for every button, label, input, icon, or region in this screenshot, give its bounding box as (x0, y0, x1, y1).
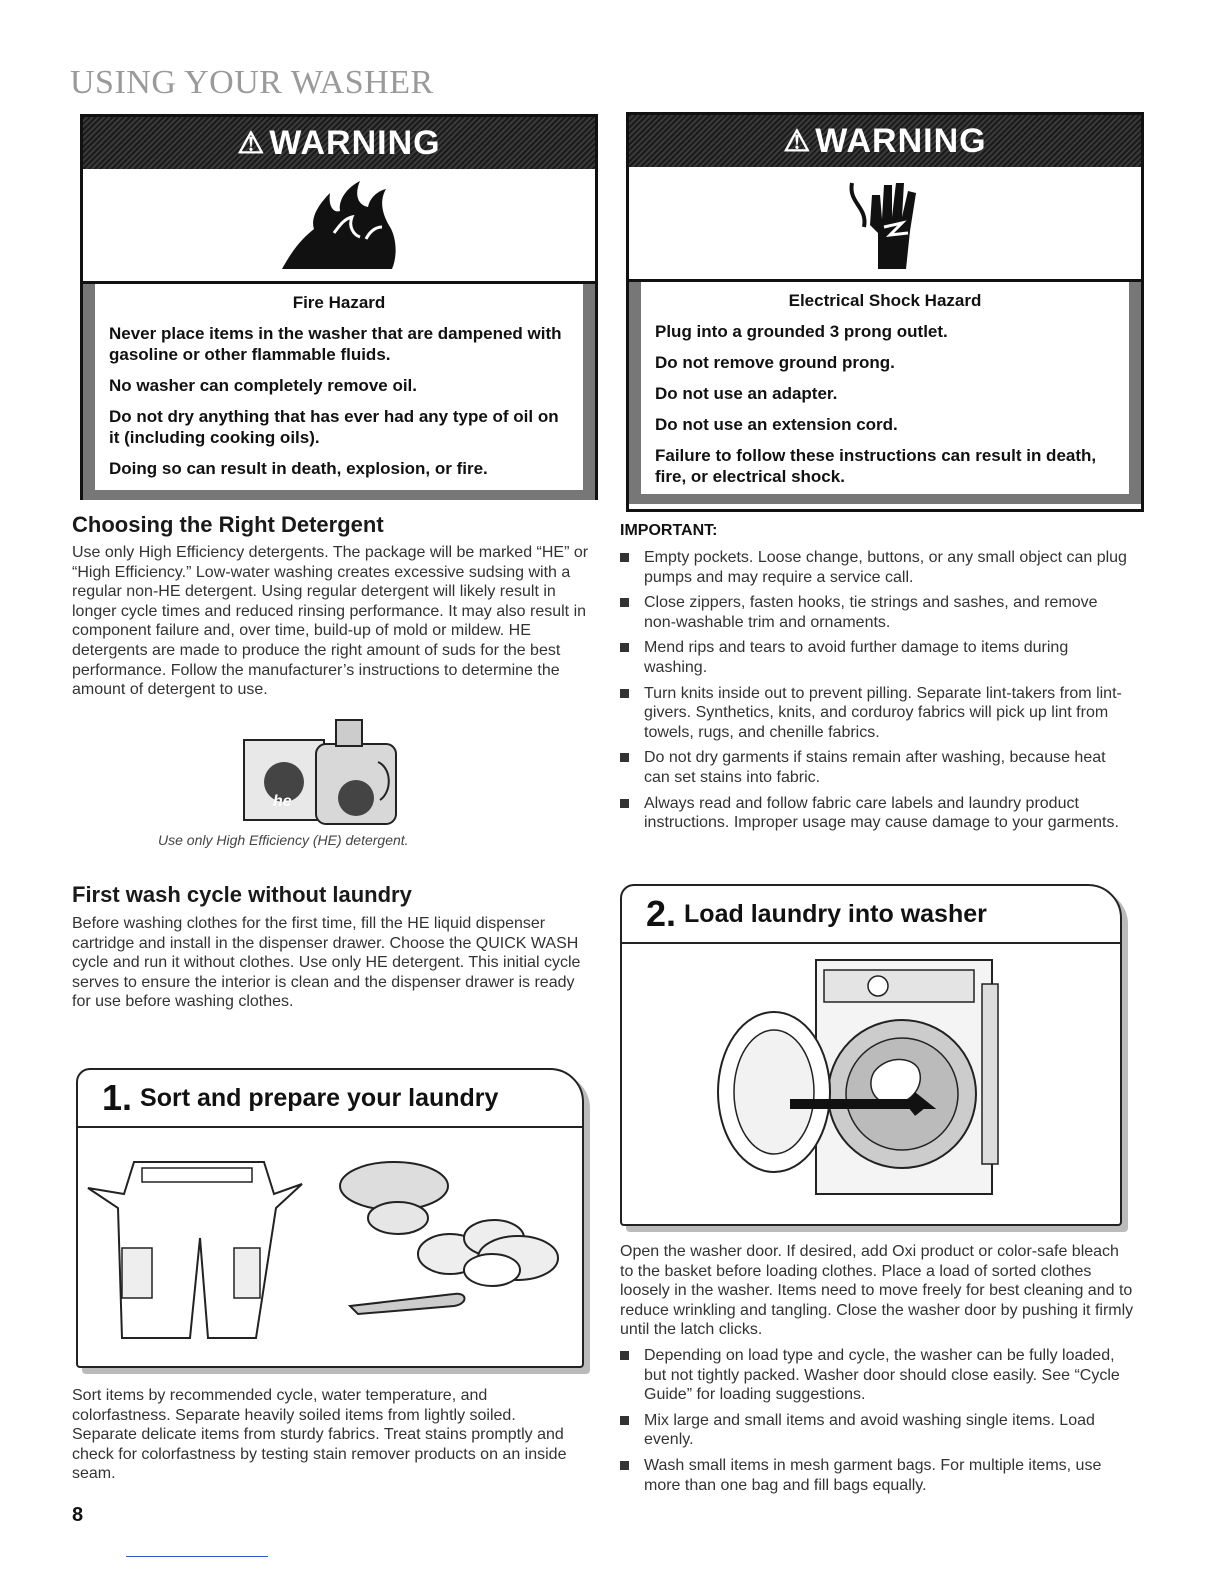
detergent-heading: Choosing the Right Detergent (72, 512, 384, 537)
important-list (618, 548, 1128, 839)
washer-illustration (622, 944, 1120, 1222)
warning-line: Doing so can result in death, explosion, or fire. (109, 459, 488, 478)
footer-divider (126, 1556, 268, 1557)
warning-triangle-icon: ⚠ (237, 126, 266, 160)
he-logo-text: he (273, 793, 292, 810)
page-title: USING YOUR WASHER (70, 64, 434, 101)
list-item: Mix large and small items and avoid washing single items. Load evenly. (618, 1411, 1128, 1450)
step-2-box (620, 884, 1122, 1226)
warning-line: Do not remove ground prong. (655, 353, 895, 372)
fire-warning-text (83, 284, 595, 500)
list-item: Do not dry garments if stains remain after washing, because heat can set stains into fabric. (618, 748, 1128, 787)
he-detergent-illustration (240, 716, 410, 826)
list-item: Turn knits inside out to prevent pilling. Separate lint-takers from lint-givers. Synthetics, knits, and corduroy fabrics will pick up lint from towels, rugs, and chenille fabrics. (618, 684, 1128, 743)
fire-warning-box (80, 114, 598, 500)
warning-line: Do not dry anything that has ever had any type of oil on it (including cooking oils). (109, 407, 559, 447)
first-wash-heading: First wash cycle without laundry (72, 882, 412, 907)
step-2-list (618, 1346, 1128, 1501)
warning-line: No washer can completely remove oil. (109, 376, 418, 395)
list-item: Depending on load type and cycle, the washer can be fully loaded, but not tightly packed. Washer door should close easily. See “Cycle Guide” for loading suggestions. (618, 1346, 1128, 1405)
warning-line: Plug into a grounded 3 prong outlet. (655, 322, 948, 341)
warning-header (83, 117, 595, 169)
shock-warning-box (626, 112, 1144, 512)
step-2-header (622, 886, 1120, 944)
important-label: IMPORTANT: (620, 522, 718, 539)
detergent-body: Use only High Efficiency detergents. The package will be marked “HE” or “High Efficiency.” Low-water washing creates excessive sudsing with a regular non-HE detergent. Using regular detergent will likely result in longer cycle times and reduced rinsing performance. It may also result in component failure and, over time, build-up of mold or mildew. HE detergents are made to produce the right amount of suds for the best performance. Follow the manufacturer’s instructions to determine the amount of detergent to use. (72, 544, 589, 699)
first-wash-body: Before washing clothes for the first time, fill the HE liquid dispenser cartridge and install in the dispenser drawer. Choose the QUICK WASH cycle and run it without clothes. Use only HE detergent. This initial cycle serves to ensure the interior is clean and the dispenser drawer is ready for use before washing clothes. (72, 915, 581, 1011)
step-2-body: Open the washer door. If desired, add Oxi product or color-safe bleach to the basket before loading clothes. Place a load of sorted clothes loosely in the washer. Items need to move freely for best cleaning and to reduce wrinkling and tangling. Close the washer door by pushing it firmly until the latch clicks. (620, 1243, 1134, 1339)
step-1-body: Sort items by recommended cycle, water temperature, and colorfastness. Separate heavily soiled items from lightly soiled. Separate delicate items from sturdy fabrics. Treat stains promptly and check for colorfastness by testing stain remover products on an inside seam. (72, 1387, 567, 1483)
list-item: Empty pockets. Loose change, buttons, or any small object can plug pumps and may require a service call. (618, 548, 1128, 587)
list-item: Always read and follow fabric care labels and laundry product instructions. Improper usage may cause damage to your garments. (618, 794, 1128, 833)
hazard-title: Electrical Shock Hazard (788, 291, 982, 310)
fire-hazard-icon (83, 169, 595, 284)
page-number: 8 (72, 1504, 84, 1526)
hazard-title: Fire Hazard (292, 293, 386, 312)
electrical-shock-icon (629, 167, 1141, 282)
step-1-header (78, 1070, 582, 1128)
step-title: Sort and prepare your laundry (140, 1083, 499, 1112)
step-number: 1. (102, 1077, 133, 1118)
step-number: 2. (646, 893, 677, 934)
shock-warning-text (629, 282, 1141, 504)
list-item: Mend rips and tears to avoid further damage to items during washing. (618, 638, 1128, 677)
warning-line: Failure to follow these instructions can result in death, fire, or electrical shock. (655, 446, 1097, 486)
sort-laundry-illustration (78, 1128, 582, 1364)
warning-label: WARNING (815, 121, 987, 160)
warning-header (629, 115, 1141, 167)
warning-line: Do not use an extension cord. (655, 415, 898, 434)
warning-label: WARNING (269, 123, 441, 162)
warning-line: Never place items in the washer that are dampened with gasoline or other flammable fluids. (109, 324, 562, 364)
step-1-box (76, 1068, 584, 1368)
warning-line: Do not use an adapter. (655, 384, 838, 403)
detergent-caption: Use only High Efficiency (HE) detergent. (158, 832, 409, 848)
warning-triangle-icon: ⚠ (783, 124, 812, 158)
list-item: Close zippers, fasten hooks, tie strings and sashes, and remove non-washable trim and ornaments. (618, 593, 1128, 632)
list-item: Wash small items in mesh garment bags. For multiple items, use more than one bag and fill bags equally. (618, 1456, 1128, 1495)
step-title: Load laundry into washer (684, 899, 987, 928)
